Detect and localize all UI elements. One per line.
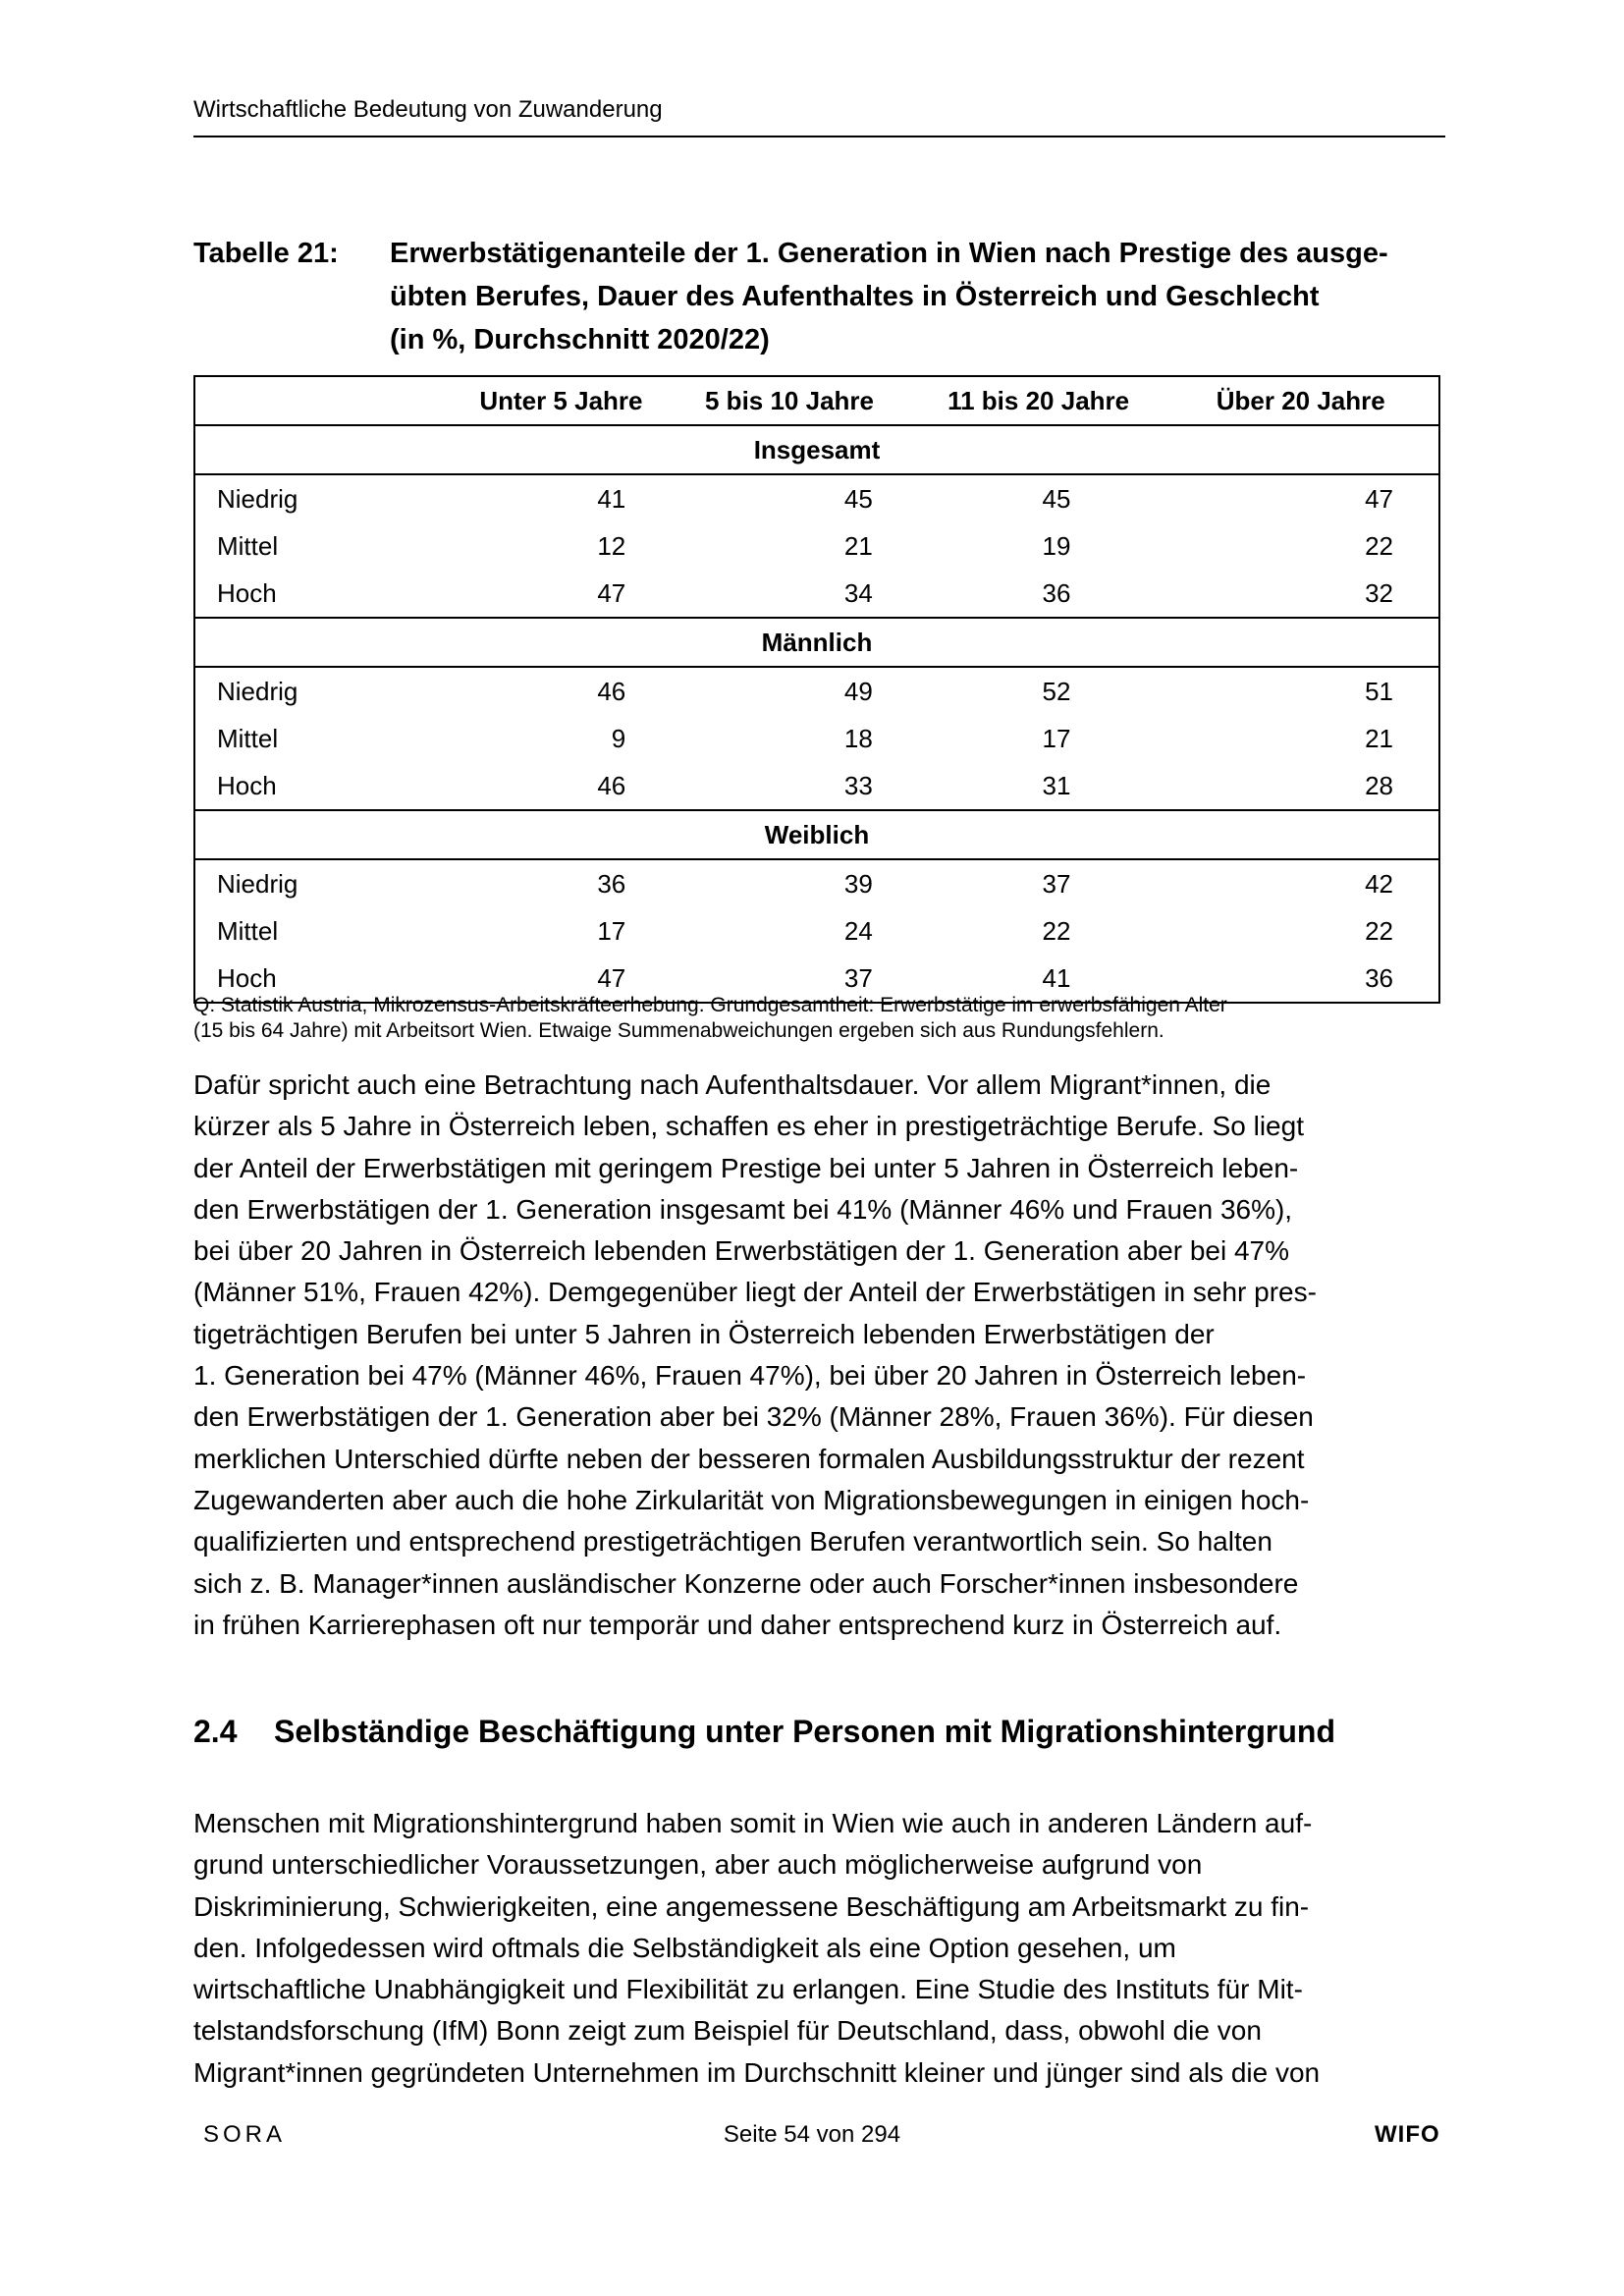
table-cell: 47 — [1365, 483, 1393, 514]
table-source-note — [193, 993, 1450, 1044]
table-cell: 31 — [914, 762, 1164, 810]
table-cell: 41 — [597, 483, 626, 514]
row-label: Mittel — [217, 723, 279, 753]
table-cell: 46 — [458, 762, 666, 810]
table-row — [194, 522, 1439, 570]
column-header: Unter 5 Jahre — [458, 376, 666, 425]
caption-line-2: übten Berufes, Dauer des Aufenthaltes in Österreich und Geschlecht — [390, 281, 1320, 312]
table-row — [194, 667, 1439, 715]
text-line: wirtschaftliche Unabhängigkeit und Flexibilität zu erlangen. Eine Studie des Instituts für Mit- — [193, 1974, 1303, 2005]
table-cell: 9 — [611, 723, 626, 753]
section-heading — [193, 1714, 1335, 1750]
page-number: Seite 54 von 294 — [723, 2121, 901, 2148]
row-label: Niedrig — [217, 868, 298, 899]
text-line: 1. Generation bei 47% (Männer 46%, Frauen 47%), bei über 20 Jahren in Österreich leben- — [193, 1360, 1307, 1392]
table-cell: 32 — [1163, 570, 1439, 618]
table-cell: 47 — [458, 570, 666, 618]
text-line: telstandsforschung (IfM) Bonn zeigt zum Beispiel für Deutschland, dass, obwohl die von — [193, 2015, 1262, 2047]
text-line: den. Infolgedessen wird oftmals die Selbständigkeit als eine Option gesehen, um — [193, 1932, 1176, 1963]
table-cell: 52 — [1042, 676, 1071, 706]
source-line: (15 bis 64 Jahre) mit Arbeitsort Wien. Etwaige Summenabweichungen ergeben sich aus Rundungsfehlern. — [193, 1019, 1164, 1042]
table-cell: 17 — [1042, 723, 1071, 753]
data-table — [193, 375, 1440, 1004]
table-cell: 36 — [1365, 962, 1393, 993]
table-cell: 45 — [843, 483, 873, 514]
caption-line-3: (in %, Durchschnitt 2020/22) — [390, 324, 770, 355]
table-cell: 45 — [1042, 483, 1071, 514]
header-rule — [193, 136, 1445, 137]
running-header: Wirtschaftliche Bedeutung von Zuwanderung — [193, 96, 663, 123]
table-row — [194, 715, 1439, 762]
section-number: 2.4 — [193, 1714, 238, 1749]
table-cell: 22 — [1042, 915, 1071, 946]
table-cell: 21 — [1365, 723, 1393, 753]
table-cell: 24 — [843, 915, 873, 946]
text-line: den Erwerbstätigen der 1. Generation insgesamt bei 41% (Männer 46% und Frauen 36%), — [193, 1193, 1293, 1225]
footer-right-logo: WIFO — [1375, 2121, 1440, 2148]
section-title: Selbständige Beschäftigung unter Personen mit Migrationshintergrund — [274, 1714, 1335, 1749]
table-row — [194, 474, 1439, 522]
group-header-row — [194, 618, 1439, 667]
row-label: Mittel — [217, 915, 279, 946]
text-line: Diskriminierung, Schwierigkeiten, eine angemessene Beschäftigung am Arbeitsmarkt zu fin- — [193, 1890, 1310, 1922]
row-label: Hoch — [217, 962, 277, 993]
table-cell: 22 — [1365, 530, 1393, 561]
group-name: Männlich — [194, 618, 1439, 667]
text-line: tigeträchtigen Berufen bei unter 5 Jahren in Österreich lebenden Erwerbstätigen der — [193, 1318, 1215, 1349]
table-cell: 19 — [1042, 530, 1071, 561]
group-name: Insgesamt — [194, 425, 1439, 474]
table-row — [194, 859, 1439, 907]
body-paragraph-2 — [193, 1803, 1450, 2094]
column-header: 5 bis 10 Jahre — [665, 376, 914, 425]
group-header-row — [194, 425, 1439, 474]
table-header-row — [194, 376, 1439, 425]
text-line: den Erwerbstätigen der 1. Generation aber bei 32% (Männer 28%, Frauen 36%). Für diesen — [193, 1401, 1314, 1433]
row-label: Niedrig — [217, 676, 298, 706]
row-label: Niedrig — [217, 483, 298, 514]
caption-line-1: Erwerbstätigenanteile der 1. Generation in Wien nach Prestige des ausge- — [390, 238, 1388, 269]
table-label: Tabelle 21: — [193, 238, 339, 269]
table-cell: 39 — [843, 868, 873, 899]
table-cell: 46 — [597, 676, 626, 706]
table-cell: 42 — [1365, 868, 1393, 899]
table-row — [194, 762, 1439, 810]
text-line: sich z. B. Manager*innen ausländischer Konzerne oder auch Forscher*innen insbesondere — [193, 1567, 1299, 1599]
table-cell: 41 — [1042, 962, 1071, 993]
table-cell: 12 — [597, 530, 626, 561]
table-cell: 34 — [665, 570, 914, 618]
table-row — [194, 570, 1439, 618]
table-cell: 21 — [843, 530, 873, 561]
table-cell: 22 — [1365, 915, 1393, 946]
group-name: Weiblich — [194, 810, 1439, 859]
text-line: grund unterschiedlicher Voraussetzungen, aber auch möglicherweise aufgrund von — [193, 1849, 1203, 1881]
text-line: Migrant*innen gegründeten Unternehmen im Durchschnitt kleiner und jünger sind als die von — [193, 2056, 1321, 2088]
source-line: Q: Statistik Austria, Mikrozensus-Arbeitskräfteerhebung. Grundgesamtheit: Erwerbstätige im erwerbsfähigen Alter — [193, 994, 1227, 1016]
text-line: qualifizierten und entsprechend prestigeträchtigen Berufen verantwortlich sein. So halten — [193, 1526, 1272, 1558]
text-line: kürzer als 5 Jahre in Österreich leben, schaffen es eher in prestigeträchtige Berufe. So liegt — [193, 1111, 1304, 1142]
table-cell: 51 — [1365, 676, 1393, 706]
text-line: in frühen Karrierephasen oft nur temporär und daher entsprechend kurz in Österreich auf. — [193, 1609, 1282, 1640]
table-cell: 28 — [1163, 762, 1439, 810]
group-header-row — [194, 810, 1439, 859]
text-line: bei über 20 Jahren in Österreich lebenden Erwerbstätigen der 1. Generation aber bei 47% — [193, 1235, 1290, 1267]
table-cell: 17 — [597, 915, 626, 946]
table-row — [194, 907, 1439, 955]
text-line: merklichen Unterschied dürfte neben der besseren formalen Ausbildungsstruktur der rezent — [193, 1443, 1305, 1474]
header-empty — [194, 376, 458, 425]
row-label: Mittel — [217, 530, 279, 561]
table-cell: 37 — [843, 962, 873, 993]
table-cell: 18 — [843, 723, 873, 753]
table-caption — [193, 232, 1450, 361]
table-cell: 47 — [597, 962, 626, 993]
column-header: 11 bis 20 Jahre — [914, 376, 1164, 425]
text-line: Menschen mit Migrationshintergrund haben somit in Wien wie auch in anderen Ländern auf- — [193, 1808, 1313, 1838]
row-label: Hoch — [194, 762, 458, 810]
row-label: Hoch — [194, 570, 458, 618]
text-line: Zugewanderten aber auch die hohe Zirkularität von Migrationsbewegungen in einigen hoch- — [193, 1484, 1310, 1515]
column-header: Über 20 Jahre — [1163, 376, 1439, 425]
footer-left-logo: SORA — [203, 2121, 287, 2148]
table-cell: 36 — [597, 868, 626, 899]
table-cell: 36 — [914, 570, 1164, 618]
text-line: Dafür spricht auch eine Betrachtung nach Aufenthaltsdauer. Vor allem Migrant*innen, die — [193, 1069, 1272, 1100]
text-line: (Männer 51%, Frauen 42%). Demgegenüber liegt der Anteil der Erwerbstätigen in sehr pres- — [193, 1277, 1317, 1308]
body-paragraph-1 — [193, 1065, 1450, 1646]
table-cell: 37 — [1042, 868, 1071, 899]
table-cell: 33 — [665, 762, 914, 810]
text-line: der Anteil der Erwerbstätigen mit geringem Prestige bei unter 5 Jahren in Österreich leben- — [193, 1152, 1299, 1183]
table-cell: 49 — [843, 676, 873, 706]
